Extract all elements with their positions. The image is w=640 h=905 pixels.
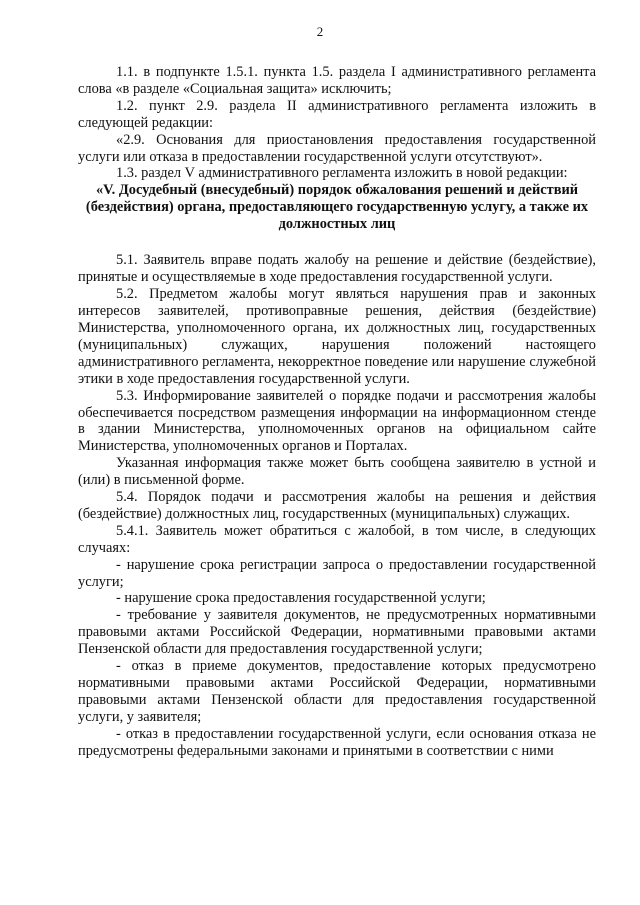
paragraph-5-2: 5.2. Предметом жалобы могут являться нарушения прав и законных интересов заявителей, противоправные решения, действия (бездействие) Министерства, уполномоченного органа, их должностных лиц, государственных (муниципальных) служащих, нарушения положений настоящего административного регламента, некорректное поведение или нарушение служебной этики в ходе предоставления государственной услуги. [78,286,596,387]
paragraph-info: Указанная информация также может быть сообщена заявителю в устной и (или) в письменной форме. [78,455,596,489]
list-item-service-term: - нарушение срока предоставления государственной услуги; [116,590,486,607]
paragraph-5-3: 5.3. Информирование заявителей о порядке подачи и рассмотрения жалобы обеспечивается посредством размещения информации на информационном стенде в здании Министерства, уполномоченных органов на официальном сайте Министерства, уполномоченных органов и Порталах. [78,387,596,455]
paragraph-5-4-1: 5.4.1. Заявитель может обратиться с жалобой, в том числе, в следующих случаях: [78,522,596,556]
list-item-registration-term: - нарушение срока регистрации запроса о предоставлении государственной услуги; [78,556,596,590]
document-body [78,64,596,760]
paragraph-5-1: 5.1. Заявитель вправе подать жалобу на решение и действие (бездействие), принятые и осуществляемые в ходе предоставления государственной услуги. [78,252,596,286]
paragraph-1-3: 1.3. раздел V административного регламента изложить в новой редакции: [116,165,568,182]
page-number: 2 [316,24,324,39]
paragraph-1-2: 1.2. пункт 2.9. раздела II административного регламента изложить в следующей редакции: [78,97,596,131]
paragraph-2-9: «2.9. Основания для приостановления предоставления государственной услуги или отказа в предоставлении государственной услуги отсутствуют». [78,131,596,165]
paragraph-1-1: 1.1. в подпункте 1.5.1. пункта 1.5. раздела I административного регламента слова «в разделе «Социальная защита» исключить; [78,64,596,97]
section-heading: «V. Досудебный (внесудебный) порядок обжалования решений и действий (бездействия) органа, предоставляющего государственную услугу, а также их должностных лиц [85,182,589,233]
paragraph-5-4: 5.4. Порядок подачи и рассмотрения жалобы на решения и действия (бездействие) должностных лиц, государственных (муниципальных) служащих. [78,489,596,522]
list-item-documents-required: - требование у заявителя документов, не предусмотренных нормативными правовыми актами Российской Федерации, нормативными правовыми актами Пензенской области для предоставления государственной услуги; [78,607,596,658]
list-item-refusal-service: - отказ в предоставлении государственной услуги, если основания отказа не предусмотрены федеральными законами и принятыми в соответствии с ними [78,725,596,759]
spacer [78,233,596,252]
list-item-refusal-acceptance: - отказ в приеме документов, предоставление которых предусмотрено нормативными правовыми актами Российской Федерации, нормативными правовыми актами Пензенской области для предоставления государственной услуги, у заявителя; [78,658,596,725]
